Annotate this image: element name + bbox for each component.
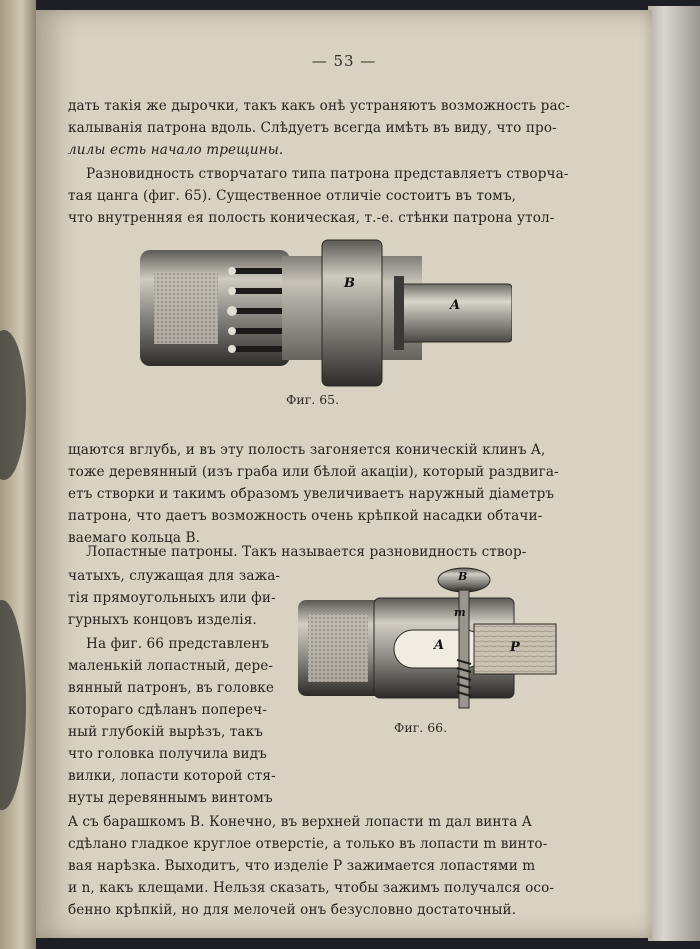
text-line: ный глубокій вырѣзъ, такъ: [68, 724, 263, 740]
figure-66-caption: Фиг. 66.: [394, 720, 448, 735]
figure-66-label-p: P: [510, 640, 520, 655]
text-line: котораго сдѣланъ попереч-: [68, 702, 267, 718]
page-stack-edge: [648, 6, 700, 941]
text-line: тія прямоугольныхъ или фи-: [68, 590, 276, 606]
text-line: На фиг. 66 представленъ: [86, 636, 270, 652]
figure-65-collet-chuck: [132, 228, 512, 388]
figure-66-label-m: m: [454, 606, 466, 619]
text-line: Лопастные патроны. Такъ называется разновидность створ-: [86, 544, 527, 560]
figure-65-label-a: A: [450, 298, 461, 313]
text-line: нуты деревяннымъ винтомъ: [68, 790, 273, 806]
previous-page-figure-fragment: [0, 330, 26, 480]
figure-65-label-b: B: [344, 276, 355, 291]
figure-66-label-a: A: [434, 638, 445, 653]
book-page: [36, 10, 652, 938]
text-line: калыванія патрона вдоль. Слѣдуетъ всегда имѣть въ виду, что про-: [68, 120, 557, 136]
text-line: гурныхъ концовъ изделія.: [68, 612, 257, 628]
text-line: A съ барашкомъ B. Конечно, въ верхней лопасти m дал винта A: [68, 814, 532, 830]
text-line: вая нарѣзка. Выходитъ, что изделіе P зажимается лопастями m: [68, 858, 536, 874]
text-line: маленькій лопастный, дере-: [68, 658, 274, 674]
text-line: чатыхъ, служащая для зажа-: [68, 568, 281, 584]
text-line: Разновидность створчатаго типа патрона представляетъ створча-: [86, 166, 569, 182]
text-line: что внутренняя ея полость коническая, т.-е. стѣнки патрона утол-: [68, 210, 555, 226]
text-line: лилы есть начало трещины.: [68, 142, 284, 158]
text-line: тоже деревянный (изъ граба или бѣлой акаціи), который раздвига-: [68, 464, 559, 480]
text-line: сдѣлано гладкое круглое отверстіе, а только въ лопасти m винто-: [68, 836, 548, 852]
text-line: етъ створки и такимъ образомъ увеличиваетъ наружный діаметръ: [68, 486, 555, 502]
previous-page-figure-fragment: [0, 600, 26, 810]
text-line: бенно крѣпкій, но для мелочей онъ безусловно достаточный.: [68, 902, 517, 918]
figure-66-label-b: B: [458, 570, 468, 583]
text-line: вянный патронъ, въ головке: [68, 680, 275, 696]
text-line: ваемаго кольца B.: [68, 530, 201, 546]
text-line: тая цанга (фиг. 65). Существенное отличіе состоитъ въ томъ,: [68, 188, 517, 204]
text-line: что головка получила видъ: [68, 746, 267, 762]
text-line: дать такія же дырочки, такъ какъ онѣ устраняютъ возможность рас-: [68, 98, 571, 114]
page-number: — 53 —: [311, 52, 377, 70]
figure-65-caption: Фиг. 65.: [286, 392, 340, 407]
text-line: патрона, что даетъ возможность очень крѣпкой насадки обтачи-: [68, 508, 543, 524]
text-line: вилки, лопасти которой стя-: [68, 768, 276, 784]
text-line: и n, какъ клещами. Нельзя сказать, чтобы зажимъ получался осо-: [68, 880, 555, 896]
text-line: щаются вглубь, и въ эту полость загоняется коническій клинъ A,: [68, 442, 546, 458]
previous-page-edge: [0, 0, 36, 949]
figure-66-drawing: [294, 560, 560, 710]
figure-66-blade-chuck: [294, 560, 560, 710]
